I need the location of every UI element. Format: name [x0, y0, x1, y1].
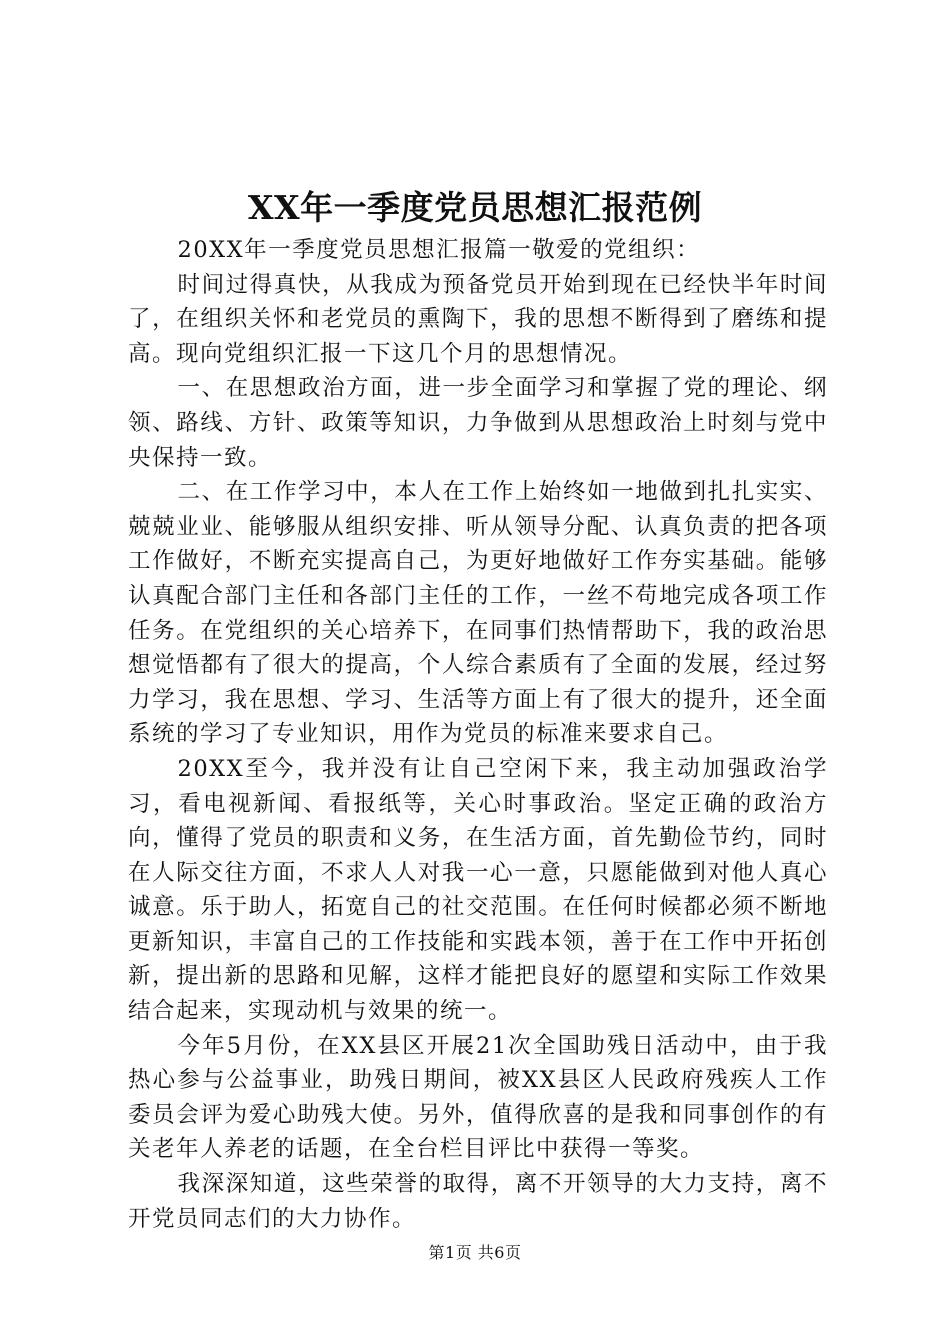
document-body — [128, 233, 828, 1236]
paragraph-honors: 今年5月份，在XX县区开展21次全国助残日活动中，由于我热心参与公益事业，助残日期间，被XX县区人民政府残疾人工作委员会评为爱心助残大使。另外，值得欣喜的是我和同事创作的有关老年人养老的话题，在全台栏目评比中获得一等奖。 — [128, 1032, 828, 1163]
page-number-footer: 第1页 共6页 — [428, 1243, 522, 1262]
document-title: XX年一季度党员思想汇报范例 — [247, 188, 703, 227]
paragraph-work-study: 二、在工作学习中，本人在工作上始终如一地做到扎扎实实、兢兢业业、能够服从组织安排、听从领导分配、认真负责的把各项工作做好，不断充实提高自己，为更好地做好工作夯实基础。能够认真配合部门主任和各部门主任的工作，一丝不苟地完成各项工作任务。在党组织的关心培养下，在同事们热情帮助下，我的政治思想觉悟都有了很大的提高，个人综合素质有了全面的发展，经过努力学习，我在思想、学习、生活等方面上有了很大的提升，还全面系统的学习了专业知识，用作为党员的标准来要求自己。 — [128, 479, 828, 748]
paragraph-self-improvement: 20XX至今，我并没有让自己空闲下来，我主动加强政治学习，看电视新闻、看报纸等，关心时事政治。坚定正确的政治方向，懂得了党员的职责和义务，在生活方面，首先勤俭节约，同时在人际交往方面，不求人人对我一心一意，只愿能做到对他人真心诚意。乐于助人，拓宽自己的社交范围。在任何时候都必须不断地更新知识，丰富自己的工作技能和实践本领，善于在工作中开拓创新，提出新的思路和见解，这样才能把良好的愿望和实际工作效果结合起来，实现动机与效果的统一。 — [128, 755, 828, 1025]
paragraph-political: 一、在思想政治方面，进一步全面学习和掌握了党的理论、纲领、路线、方针、政策等知识，力争做到从思想政治上时刻与党中央保持一致。 — [128, 375, 828, 471]
paragraph-intro: 时间过得真快，从我成为预备党员开始到现在已经快半年时间了，在组织关怀和老党员的熏陶下，我的思想不断得到了磨练和提高。现向党组织汇报一下这几个月的思想情况。 — [128, 271, 828, 367]
paragraph-salutation: 20XX年一季度党员思想汇报篇一敬爱的党组织： — [177, 237, 701, 263]
paragraph-thanks: 我深深知道，这些荣誉的取得，离不开领导的大力支持，离不开党员同志们的大力协作。 — [128, 1171, 828, 1232]
